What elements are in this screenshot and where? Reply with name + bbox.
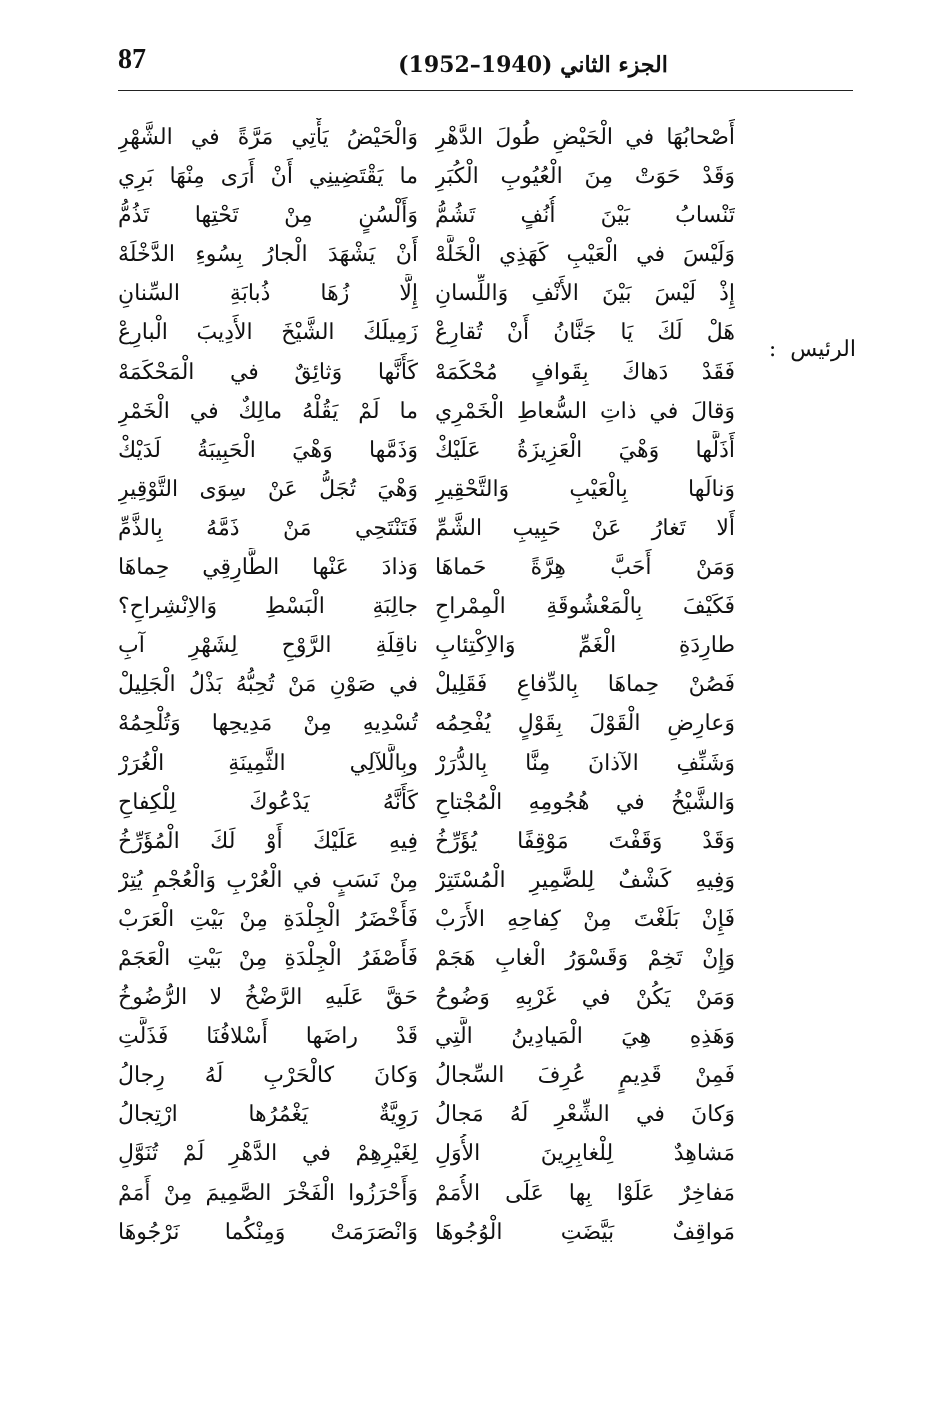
verse-line-left: أَنْ يَشْهَدَ الْجارُ بِسُوءِ الدَّخْلَهْ <box>118 242 418 268</box>
page-header <box>118 40 853 88</box>
verse-line-right: مَواقِفٌ بَيَّضَتِ الْوُجُوهَا <box>435 1219 735 1245</box>
verse-line-left: لِغَيْرِهِمْ في الدَّهْرِ لَمْ تُنَوَّلِ <box>118 1141 418 1167</box>
verse-line-right: وَمَنْ يَكُنْ في غَرْبِهِ وَضُوحُ <box>435 985 735 1011</box>
verse-line-right: فَصُنْ حِماهَا بِالدِّفاعِ فَقَلِيلْ <box>435 672 735 698</box>
verse-line-left: ما يَقْتَضِينِي أَنْ أَرَى مِنْهَا بَرِي <box>118 164 418 190</box>
verse-line-left: وَكانَ كالْحَرْبِ لَهُ رِجالُ <box>118 1063 418 1089</box>
verse-line-right: وَالشَّيْخُ في هُجُومِهِ الْمُجْتاحِ <box>435 789 735 815</box>
verse-line-right: تَنْسابُ بَيْنَ أُنُفٍ تَشُمُّ <box>435 203 735 229</box>
verse-line-left: وَأَحْرَزُوا الْفَخْرَ الصَّمِيمَ مِنْ أَمَمْ <box>118 1180 418 1206</box>
verse-line-left: في صَوْنِ مَنْ تُحِبُّهُ بَذْلُ الْجَلِيلْ <box>118 672 418 698</box>
verse-line-right: فَكَيْفَ بِالْمَعْشُوقَةِ الْمِمْراحِ <box>435 594 735 620</box>
verse-line-right: مَفاخِرٌ عَلَوْا بِها عَلَى الأُمَمْ <box>435 1180 735 1206</box>
page-number: 87 <box>118 44 146 75</box>
verse-line-right: وَإِنْ تَخِمْ وَقَسْوَرُ الْغابِ هَجَمْ <box>435 945 735 971</box>
verse-line-right: وَنالَها بِالْعَيْبِ وَالتَّحْقِيرِ <box>435 476 735 502</box>
verse-line-left: وَالْحَيْضُ يَأْتِي مَرَّةً في الشَّهْرِ <box>118 125 418 150</box>
verse-line-left: مِنْ نَسَبٍ في الْعُرْبِ وَالْعُجْمِ يُتِرْ <box>118 867 418 893</box>
verse-line-right: هَلْ لَكَ يَا جَنَّانُ أَنْ تُقارِعْ <box>435 320 735 346</box>
verse-line-left: وَذَمَّها وَهْيَ الْحَبِيبَةُ لَدَيْكْ <box>118 437 418 463</box>
verse-line-right: إِذْ لَيْسَ بَيْنَ الأَنْفِ وَاللِّسانِ <box>435 281 735 307</box>
verse-line-left: زَمِيلَكَ الشَّيْخَ الأَدِيبَ الْبارِعْ <box>118 320 418 346</box>
verse-line-right: وَعارِضِ الْقَوْلَ بِقَوْلٍ يُفْحِمُه <box>435 711 735 737</box>
verse-line-left: فِيهِ عَلَيْكَ أَوْ لَكَ الْمُؤَرِّخُ <box>118 828 418 854</box>
verse-line-right: وَقَدْ حَوَتْ مِنَ الْعُيُوبِ الْكُبَرِ <box>435 164 735 190</box>
verse-line-right: وَفِيهِ كَشْفٌ لِلضَّمِيرِ الْمُسْتَتِرْ <box>435 867 735 893</box>
verse-line-left: جالِبَةِ الْبَسْطِ وَالاِنْشِراحِ؟ <box>118 594 418 620</box>
verse-line-left: وَأَلْسُنٍ مِنْ تَحْتِها تَذُمُّ <box>118 203 418 229</box>
verse-line-left: حَقَّ عَلَيهِ الرَّضْخُ لا الرُّضُوخُ <box>118 985 418 1011</box>
verse-line-right: أَلا تَغارُ عَنْ حَبِيبِ الشَّمِّ <box>435 515 735 541</box>
verse-line-left: رَوِيَّةٌ يَغْمُرُها ارْتِجالُ <box>118 1102 418 1128</box>
verse-line-left: وَذادَ عَنْها الطَّارِقِي حِماهَا <box>118 555 418 581</box>
verse-line-left: وَهْيَ تُجَلُّ عَنْ سِوَى التَّوْقِيرِ <box>118 476 418 502</box>
header-rule <box>118 90 853 91</box>
speaker-name: الرئيس <box>790 337 856 362</box>
verse-column-left <box>118 118 418 1252</box>
verse-line-right: وَمَنْ أَحَبَّ هِرَّةً حَماهَا <box>435 555 735 581</box>
verse-line-left: كَأَنَّهُ يَدْعُوكَ لِلْكِفاحِ <box>118 789 418 815</box>
verse-line-left: فَتَنْتَحِي مَنْ ذَمَّهُ بِالذَّمِّ <box>118 515 418 541</box>
verse-line-left: ما لَمْ يَقُلْهُ مالِكٌ في الْخَمْرِ <box>118 398 418 424</box>
verse-line-right: طارِدَةِ الْغَمِّ وَالاِكْتِئابِ <box>435 633 735 659</box>
speaker-colon: : <box>768 337 777 362</box>
verse-line-right: فَإِنْ بَلَغْتَ مِنْ كِفاحِهِ الأَرَبْ <box>435 906 735 932</box>
verse-line-right: أَذَلَّها وَهْيَ الْعَزِيزَةُ عَلَيْكْ <box>435 437 735 463</box>
running-title: الجزء الثاني (1940–1952) <box>398 52 668 78</box>
verse-line-left: فَأَصْفَرُ الْجِلْدَةِ مِنْ بَيْتِ الْعَجَمْ <box>118 945 418 971</box>
verse-line-right: وَقَدْ وَقَفْتَ مَوْقِفًا يُؤَرِّخُ <box>435 828 735 854</box>
verse-line-left: فَأَخْضَرُ الْجِلْدَةِ مِنْ بَيْتِ الْعَرَبْ <box>118 906 418 932</box>
verse-line-right: وَكانَ في الشِّعْرِ لَهُ مَجالُ <box>435 1102 735 1128</box>
verse-line-left: إِلَّا زُهَا ذُبابَةِ السِّنانِ <box>118 281 418 307</box>
verse-line-left: تُسْدِيهِ مِنْ مَدِيحِها وَتُلْحِمُهْ <box>118 711 418 737</box>
verse-line-left: وبِالَّلآلِي الثَّمِينَةِ الْغُرَرْ <box>118 750 418 776</box>
verse-line-left: كَأَنَّها وَثائِقٌ في الْمَحْكَمَهْ <box>118 359 418 385</box>
verse-line-left: ناقِلَةِ الرَّوْحِ لِشَهْرِ آبِ <box>118 633 418 659</box>
verse-line-right: وَهَذِهِ هِيَ الْمَيادِينُ الَّتِي <box>435 1024 735 1050</box>
verse-line-left: قَدْ راضَها أَسْلافُنَا فَذَلَّتِ <box>118 1024 418 1050</box>
verse-line-right: فَقَدْ دَهاكَ بِقَوافٍ مُحْكَمَهْ <box>435 359 735 385</box>
verse-line-right: وَقالَ في ذاتِ السُّعاطِ الْخَمْرِي <box>435 398 735 424</box>
speaker-label <box>760 334 856 366</box>
verse-column-right <box>435 118 735 1252</box>
verse-line-right: وَشَنِّفِ الآذانَ مِنَّا بِالدُّرَرْ <box>435 750 735 776</box>
verse-line-right: وَلَيْسَ في الْعَيْبِ كَهَذِي الْخَلَّهْ <box>435 242 735 268</box>
verse-line-right: فَمِنْ قَدِيمٍ عُرِفَ السِّجالُ <box>435 1063 735 1089</box>
verse-line-right: مَشاهِدٌ لِلْغابِرِينَ الأُوَلِ <box>435 1141 735 1167</box>
verse-line-left: وَانْصَرَمَتْ وَمِنْكُما نَرْجُوهَا <box>118 1219 418 1245</box>
verse-line-right: أَصْحابُهَا في الْحَيْضِ طُولَ الدَّهْرِ <box>435 125 735 150</box>
